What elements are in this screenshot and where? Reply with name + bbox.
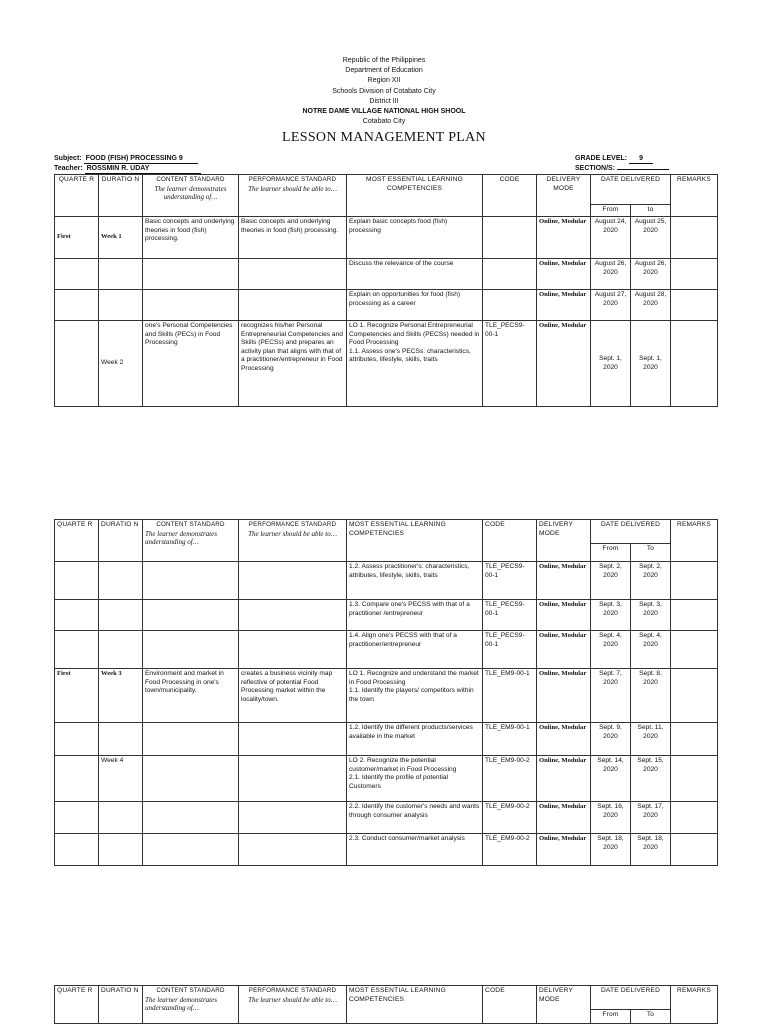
- cell-code: [483, 217, 537, 259]
- cell-code: TLE_PECS9-00-1: [483, 631, 537, 669]
- cell-remarks: [671, 802, 718, 834]
- table-row: [55, 562, 718, 600]
- cell-code: TLE_EM9-00-2: [483, 802, 537, 834]
- cell-performance: [239, 631, 347, 669]
- cell-performance: Basic concepts and underlying theories in food (fish) processing.: [239, 217, 347, 259]
- cell-mode: Online, Modular: [537, 562, 591, 600]
- cell-mode: Online, Modular: [537, 217, 591, 259]
- cell-quarter: [55, 321, 99, 407]
- cell-mode: Online, Modular: [537, 834, 591, 866]
- cell-code: TLE_PECS9-00-1: [483, 321, 537, 407]
- cell-performance: [239, 600, 347, 631]
- col-content-note: The learner demonstrates understanding of…: [154, 184, 227, 202]
- col-date-delivered: DATE DELIVERED: [591, 175, 671, 205]
- col-performance-standard: [239, 986, 347, 1024]
- col-performance-title: PERFORMANCE STANDARD: [248, 176, 337, 183]
- cell-duration: Week 2: [99, 321, 143, 407]
- cell-duration: [99, 723, 143, 756]
- cell-code: TLE_PECS9-00-1: [483, 600, 537, 631]
- cell-melc: 1.4. Align one's PECSS with that of a practitioner/entrepreneur: [347, 631, 483, 669]
- cell-from: Sept. 18, 2020: [591, 834, 631, 866]
- table-row: [55, 834, 718, 866]
- cell-duration: [99, 259, 143, 290]
- table-row: [55, 802, 718, 834]
- cell-content: [143, 259, 239, 290]
- table-row: [55, 631, 718, 669]
- cell-melc: 2.3. Conduct consumer/market analysis: [347, 834, 483, 866]
- cell-code: TLE_EM9-00-2: [483, 756, 537, 802]
- cell-to: August 28, 2020: [631, 290, 671, 321]
- header-line: Department of Education: [345, 67, 423, 75]
- col-quarter: QUARTE R: [55, 175, 99, 217]
- grade-label: GRADE LEVEL:: [575, 155, 628, 162]
- cell-duration: [99, 834, 143, 866]
- cell-to: Sept. 3, 2020: [631, 600, 671, 631]
- cell-quarter: First: [55, 669, 99, 723]
- col-performance-title: PERFORMANCE STANDARD: [248, 521, 337, 528]
- cell-mode: Online, Modular: [537, 600, 591, 631]
- cell-to: Sept. 8, 2020: [631, 669, 671, 723]
- cell-quarter: [55, 259, 99, 290]
- cell-content: [143, 756, 239, 802]
- cell-to: Sept. 11, 2020: [631, 723, 671, 756]
- cell-remarks: [671, 756, 718, 802]
- cell-remarks: [671, 600, 718, 631]
- table-row: [55, 669, 718, 723]
- cell-melc: Explain basic concepts food (fish) processing: [347, 217, 483, 259]
- cell-quarter: [55, 723, 99, 756]
- cell-melc: LO 2. Recognize the potential customer/market in Food Processing 2.1. Identify the profile of potential Customers: [347, 756, 483, 802]
- cell-to: Sept. 4, 2020: [631, 631, 671, 669]
- cell-to: August 25, 2020: [631, 217, 671, 259]
- col-from: From: [591, 205, 631, 217]
- cell-performance: creates a business vicinity map reflective of potential Food Processing market within the locality/town.: [239, 669, 347, 723]
- col-from: From: [591, 544, 631, 562]
- cell-to: Sept. 15, 2020: [631, 756, 671, 802]
- col-remarks: REMARKS: [671, 175, 718, 217]
- cell-duration: [99, 802, 143, 834]
- col-melc: MOST ESSENTIAL LEARNING COMPETENCIES: [347, 986, 483, 1024]
- cell-from: Sept. 3, 2020: [591, 600, 631, 631]
- cell-to: August 26, 2020: [631, 259, 671, 290]
- table-row: [55, 259, 718, 290]
- col-duration: DURATIO N: [99, 986, 143, 1024]
- section-label: SECTION/S:: [575, 165, 616, 172]
- cell-mode: Online, Modular: [537, 321, 591, 407]
- cell-from: Sept. 1, 2020: [591, 321, 631, 407]
- cell-duration: [99, 290, 143, 321]
- cell-quarter: First: [55, 217, 99, 259]
- cell-melc: 1.3. Compare one's PECSS with that of a practitioner /entrepreneur: [347, 600, 483, 631]
- col-content-standard: [143, 986, 239, 1024]
- cell-content: [143, 562, 239, 600]
- cell-quarter: [55, 631, 99, 669]
- cell-remarks: [671, 259, 718, 290]
- school-name: NOTRE DAME VILLAGE NATIONAL HIGH SHOOL: [302, 108, 466, 116]
- cell-duration: [99, 562, 143, 600]
- cell-duration: Week 1: [99, 217, 143, 259]
- cell-melc: 1.2. Assess practitioner's: characteristics, attributes, lifestyle, skills, traits: [347, 562, 483, 600]
- col-code: CODE: [483, 175, 537, 217]
- header-line: Region XII: [367, 77, 401, 85]
- table-row: [55, 321, 718, 407]
- header-line: Republic of the Philippines: [342, 57, 426, 64]
- table-row: [55, 600, 718, 631]
- cell-content: [143, 290, 239, 321]
- lesson-table-1: [54, 174, 718, 407]
- teacher-line: [54, 164, 201, 174]
- cell-performance: [239, 562, 347, 600]
- col-quarter: QUARTE R: [55, 986, 99, 1024]
- teacher-value: ROSSMIN R. UDAY: [85, 164, 201, 174]
- cell-remarks: [671, 290, 718, 321]
- cell-performance: [239, 834, 347, 866]
- cell-melc: LO 1. Recognize and understand the market in Food Processing 1.1. Identify the players/ competitors within the town: [347, 669, 483, 723]
- col-duration: DURATIO N: [99, 520, 143, 562]
- col-performance-note: The learner should be able to…: [248, 529, 337, 538]
- cell-from: Sept. 9, 2020: [591, 723, 631, 756]
- cell-performance: [239, 723, 347, 756]
- cell-remarks: [671, 723, 718, 756]
- col-code: CODE: [483, 520, 537, 562]
- col-to: To: [631, 544, 671, 562]
- subject-label: Subject:: [54, 155, 82, 162]
- grade-value: 9: [629, 154, 653, 164]
- col-content-title: CONTENT STANDARD: [156, 987, 225, 994]
- cell-remarks: [671, 834, 718, 866]
- cell-content: [143, 723, 239, 756]
- cell-to: Sept. 2, 2020: [631, 562, 671, 600]
- cell-content: Environment and market in Food Processing in one's town/municipality.: [143, 669, 239, 723]
- cell-mode: Online, Modular: [537, 290, 591, 321]
- cell-mode: Online, Modular: [537, 802, 591, 834]
- col-delivery-mode: DELIVERY MODE: [537, 520, 591, 562]
- section-line: [575, 164, 669, 173]
- cell-content: [143, 600, 239, 631]
- cell-code: TLE_PECS9-00-1: [483, 562, 537, 600]
- cell-duration: [99, 631, 143, 669]
- lesson-table-2: [54, 519, 718, 866]
- col-content-standard: [143, 175, 239, 217]
- cell-code: TLE_EM9-00-1: [483, 669, 537, 723]
- cell-remarks: [671, 217, 718, 259]
- table-row: [55, 290, 718, 321]
- col-performance-standard: [239, 520, 347, 562]
- col-performance-note: The learner should be able to…: [248, 995, 337, 1004]
- header-line: Schools Division of Cotabato City: [332, 87, 436, 95]
- header-line: District III: [369, 97, 399, 105]
- cell-duration: [99, 600, 143, 631]
- cell-melc: LO 1. Recognize Personal Entrepreneurial Competencies and Skills (PECSs) needed in Food Processing 1.1. Assess one's PECSs: characteristics, attributes, lifestyle, skills, traits: [347, 321, 483, 407]
- col-performance-note: The learner should be able to…: [248, 184, 337, 193]
- table-row: [55, 217, 718, 259]
- document-header: [0, 56, 768, 148]
- cell-from: Sept. 14, 2020: [591, 756, 631, 802]
- subject-value: FOOD (FISH) PROCESSING 9: [84, 154, 198, 164]
- col-melc: MOST ESSENTIAL LEARNING COMPETENCIES: [347, 175, 483, 217]
- col-from: From: [591, 1010, 631, 1024]
- cell-performance: [239, 259, 347, 290]
- cell-quarter: [55, 802, 99, 834]
- cell-from: Sept. 7, 2020: [591, 669, 631, 723]
- col-remarks: REMARKS: [671, 520, 718, 562]
- col-content-note: The learner demonstrates understanding of…: [145, 529, 217, 547]
- cell-mode: Online, Modular: [537, 723, 591, 756]
- cell-from: August 27, 2020: [591, 290, 631, 321]
- col-to: to: [631, 205, 671, 217]
- cell-content: Basic concepts and underlying theories in food (fish) processing.: [143, 217, 239, 259]
- school-city: Cotabato City: [362, 118, 406, 126]
- cell-quarter: [55, 756, 99, 802]
- table-row: [55, 756, 718, 802]
- cell-from: Sept. 4, 2020: [591, 631, 631, 669]
- cell-melc: 2.2. Identify the customer's needs and wants through consumer analysis: [347, 802, 483, 834]
- col-duration: DURATIO N: [99, 175, 143, 217]
- col-content-title: CONTENT STANDARD: [156, 521, 225, 528]
- col-delivery-mode: DELIVERY MODE: [537, 175, 591, 217]
- col-content-note: The learner demonstrates understanding of…: [145, 995, 217, 1013]
- col-delivery-mode: DELIVERY MODE: [537, 986, 591, 1024]
- cell-quarter: [55, 600, 99, 631]
- cell-from: August 26, 2020: [591, 259, 631, 290]
- cell-content: one's Personal Competencies and Skills (PECs) in Food Processing: [143, 321, 239, 407]
- cell-quarter: [55, 562, 99, 600]
- cell-from: Sept. 2, 2020: [591, 562, 631, 600]
- cell-remarks: [671, 669, 718, 723]
- grade-line: [575, 154, 653, 164]
- cell-mode: Online, Modular: [537, 631, 591, 669]
- cell-code: [483, 259, 537, 290]
- cell-to: Sept. 18, 2020: [631, 834, 671, 866]
- cell-mode: Online, Modular: [537, 756, 591, 802]
- col-date-delivered: DATE DELIVERED: [591, 986, 671, 1010]
- col-melc: MOST ESSENTIAL LEARNING COMPETENCIES: [347, 520, 483, 562]
- cell-performance: [239, 802, 347, 834]
- table-row: [55, 723, 718, 756]
- cell-remarks: [671, 321, 718, 407]
- lesson-table-3: [54, 985, 718, 1024]
- table-header-row: [55, 986, 718, 1010]
- table-header-row: [55, 175, 718, 205]
- col-content-standard: [143, 520, 239, 562]
- cell-performance: [239, 290, 347, 321]
- col-quarter: QUARTE R: [55, 520, 99, 562]
- cell-content: [143, 631, 239, 669]
- col-code: CODE: [483, 986, 537, 1024]
- cell-melc: Discuss the relevance of the course: [347, 259, 483, 290]
- cell-performance: recognizes his/her Personal Entrepreneurial Competencies and Skills (PECSs) and prepares an activity plan that aligns with that of a practitioner/entrepreneur in Food Processing: [239, 321, 347, 407]
- col-to: To: [631, 1010, 671, 1024]
- cell-code: TLE_EM9-00-2: [483, 834, 537, 866]
- cell-quarter: [55, 834, 99, 866]
- cell-remarks: [671, 562, 718, 600]
- cell-duration: Week 4: [99, 756, 143, 802]
- col-performance-title: PERFORMANCE STANDARD: [248, 987, 337, 994]
- cell-code: TLE_EM9-00-1: [483, 723, 537, 756]
- col-performance-standard: [239, 175, 347, 217]
- cell-from: Sept. 16, 2020: [591, 802, 631, 834]
- cell-performance: [239, 756, 347, 802]
- cell-remarks: [671, 631, 718, 669]
- cell-melc: 1.2. Identify the different products/services available in the market: [347, 723, 483, 756]
- subject-line: [54, 154, 198, 164]
- teacher-label: Teacher:: [54, 165, 83, 172]
- col-remarks: REMARKS: [671, 986, 718, 1024]
- cell-to: Sept. 1, 2020: [631, 321, 671, 407]
- col-content-title: CONTENT STANDARD: [156, 176, 225, 183]
- col-date-delivered: DATE DELIVERED: [591, 520, 671, 544]
- cell-mode: Online, Modular: [537, 669, 591, 723]
- cell-quarter: [55, 290, 99, 321]
- cell-content: [143, 834, 239, 866]
- cell-code: [483, 290, 537, 321]
- section-value: [617, 169, 669, 170]
- cell-to: Sept. 17, 2020: [631, 802, 671, 834]
- cell-melc: Explain on opportunities for food (fish) processing as a career: [347, 290, 483, 321]
- cell-mode: Online, Modular: [537, 259, 591, 290]
- document-title: LESSON MANAGEMENT PLAN: [282, 130, 486, 146]
- cell-duration: Week 3: [99, 669, 143, 723]
- cell-content: [143, 802, 239, 834]
- cell-from: August 24, 2020: [591, 217, 631, 259]
- table-header-row: [55, 520, 718, 544]
